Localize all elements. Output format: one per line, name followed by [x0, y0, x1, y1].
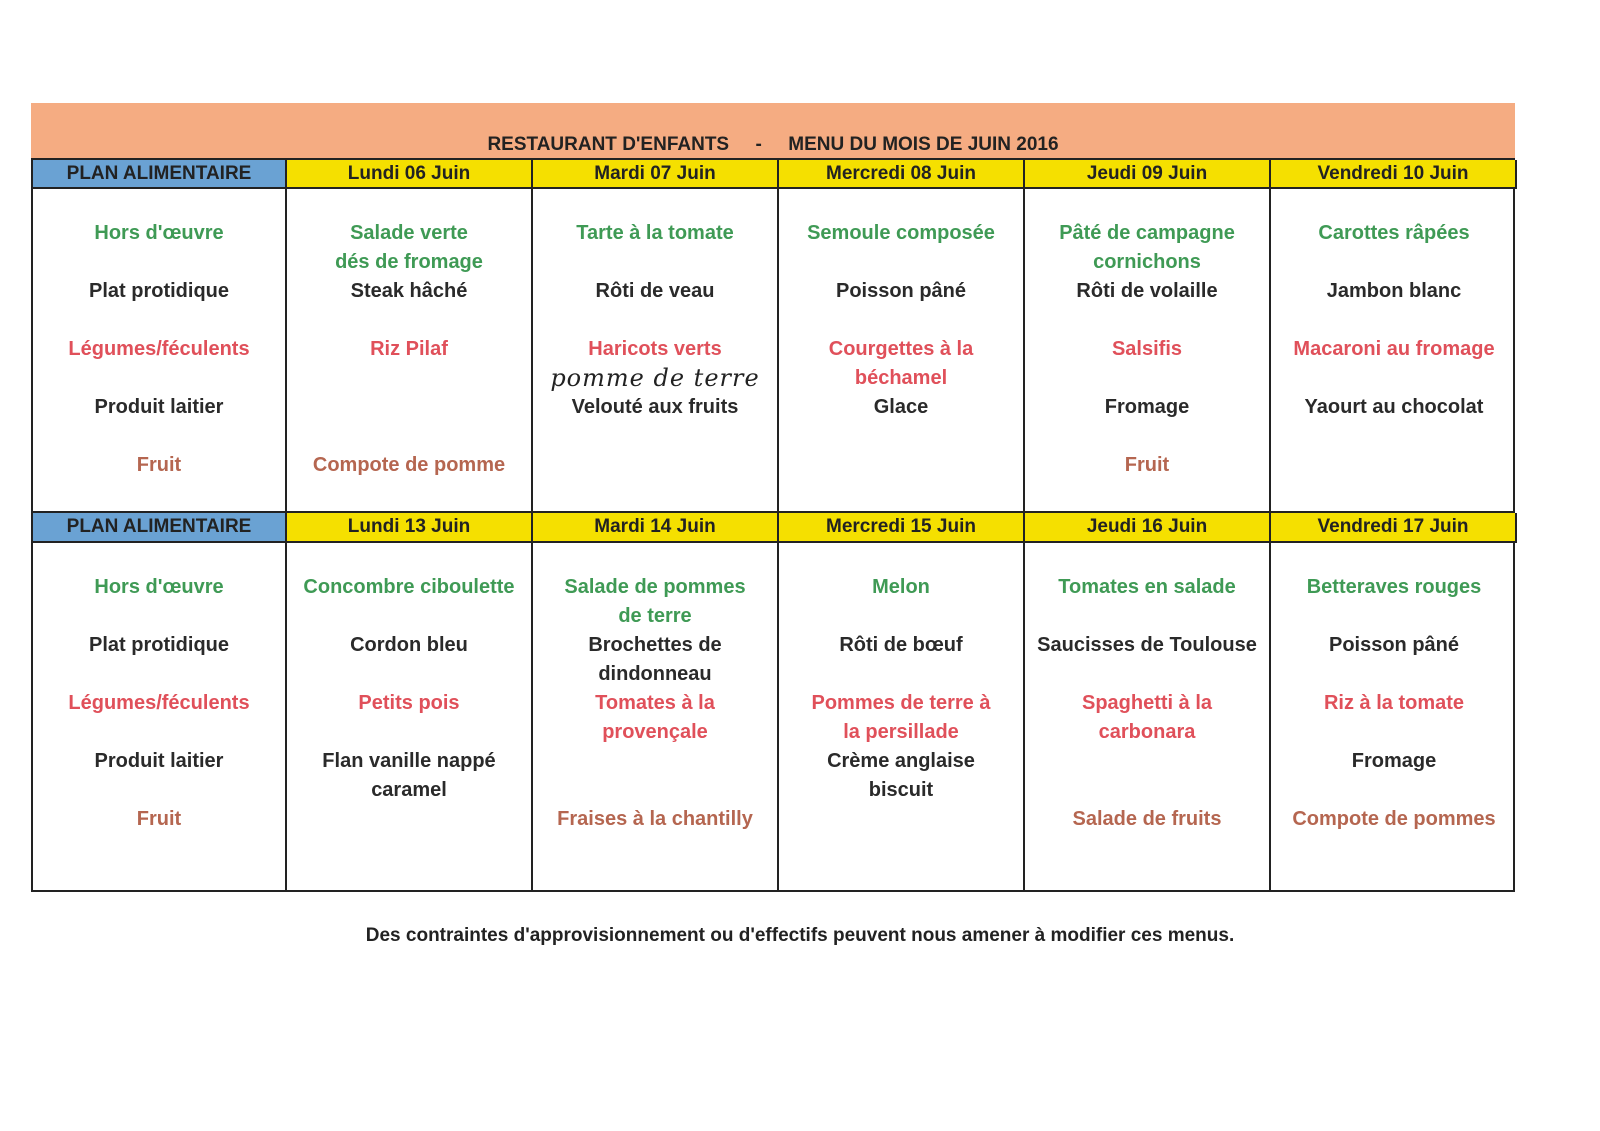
plan-row-plat-protidique: Plat protidique [89, 634, 229, 656]
menu-item: Fromage [1104, 396, 1190, 418]
title-separator: - [755, 134, 762, 155]
menu-item: pomme de terre [550, 364, 760, 392]
menu-item: Semoule composée [807, 222, 995, 244]
day-header: Lundi 13 Juin [287, 513, 533, 543]
menu-spacer [1271, 248, 1517, 277]
menu-item: Velouté aux fruits [571, 396, 739, 418]
menu-spacer [1025, 660, 1269, 689]
menu-item: Salade de fruits [1072, 808, 1222, 830]
menu-item: Haricots verts [588, 338, 722, 360]
day-header: Mardi 07 Juin [533, 160, 779, 189]
plan-row-hors-doeuvre: Hors d'œuvre [94, 222, 224, 244]
menu-item: Saucisses de Toulouse [1037, 634, 1257, 656]
menu-item: Compote de pommes [1292, 808, 1496, 830]
menu-item: Glace [873, 396, 929, 418]
menu-spacer [533, 776, 777, 805]
menu-item: provençale [602, 721, 708, 743]
menu-item: Macaroni au fromage [1293, 338, 1495, 360]
menu-item: dés de fromage [335, 251, 483, 273]
menu-item: caramel [371, 779, 447, 801]
title-menu: MENU DU MOIS DE JUIN 2016 [788, 134, 1059, 155]
title-restaurant: RESTAURANT D'ENFANTS [487, 134, 730, 155]
menu-item: Salsifis [1111, 338, 1183, 360]
day-header: Mardi 14 Juin [533, 513, 779, 543]
plan-row-legumes-feculents: Légumes/féculents [68, 692, 250, 714]
menu-item: Fraises à la chantilly [557, 808, 753, 830]
day-column [779, 189, 1025, 512]
plan-column [33, 543, 287, 890]
menu-item: Cordon bleu [350, 634, 468, 656]
menu-spacer [287, 306, 531, 335]
menu-item: Compote de pomme [312, 454, 506, 476]
plan-row-produit-laitier: Produit laitier [94, 396, 224, 418]
menu-spacer [533, 248, 777, 277]
menu-spacer [779, 248, 1023, 277]
day-header: Mercredi 15 Juin [779, 513, 1025, 543]
page-title [31, 134, 1515, 156]
menu-spacer [287, 660, 531, 689]
menu-item: Flan vanille nappé [322, 750, 496, 772]
day-column [287, 189, 533, 512]
menu-spacer [533, 306, 777, 335]
menu-item: de terre [618, 605, 692, 627]
title-banner [31, 103, 1515, 158]
menu-item: Poisson pâné [1328, 634, 1460, 656]
plan-row-fruit: Fruit [136, 454, 182, 476]
day-header: Jeudi 16 Juin [1025, 513, 1271, 543]
menu-spacer [1025, 422, 1269, 451]
menu-spacer [1025, 747, 1269, 776]
menu-item: Brochettes de [588, 634, 722, 656]
plan-row-plat-protidique: Plat protidique [89, 280, 229, 302]
menu-item: Riz Pilaf [370, 338, 448, 360]
menu-item: Concombre ciboulette [303, 576, 515, 598]
menu-item: béchamel [854, 367, 948, 389]
week-table-1 [31, 158, 1515, 514]
menu-item: carbonara [1098, 721, 1196, 743]
day-column [287, 543, 533, 890]
day-header: Vendredi 10 Juin [1271, 160, 1517, 189]
menu-item: Salade de pommes [564, 576, 746, 598]
menu-spacer [1271, 776, 1517, 805]
menu-spacer [533, 747, 777, 776]
menu-spacer [287, 422, 531, 451]
menu-item: Salade verte [350, 222, 468, 244]
menu-item: Spaghetti à la [1081, 692, 1213, 714]
menu-item: Crème anglaise [827, 750, 975, 772]
menu-item: Tomates en salade [1058, 576, 1236, 598]
menu-spacer [1025, 364, 1269, 393]
menu-spacer [1025, 776, 1269, 805]
day-column [1271, 543, 1517, 890]
day-header: Jeudi 09 Juin [1025, 160, 1271, 189]
menu-spacer [1271, 718, 1517, 747]
menu-item: Poisson pâné [835, 280, 967, 302]
plan-header: PLAN ALIMENTAIRE [33, 513, 287, 543]
menu-spacer [779, 602, 1023, 631]
menu-item: Pommes de terre à [811, 692, 991, 714]
menu-spacer [1271, 660, 1517, 689]
menu-item: Rôti de bœuf [839, 634, 963, 656]
menu-spacer [1271, 602, 1517, 631]
plan-header: PLAN ALIMENTAIRE [33, 160, 287, 189]
menu-spacer [779, 306, 1023, 335]
menu-item: Carottes râpées [1318, 222, 1470, 244]
menu-item: dindonneau [598, 663, 712, 685]
menu-item: Tarte à la tomate [576, 222, 734, 244]
plan-row-hors-doeuvre: Hors d'œuvre [94, 576, 224, 598]
menu-item: Yaourt au chocolat [1304, 396, 1484, 418]
day-column [533, 543, 779, 890]
menu-item: Tomates à la [595, 692, 715, 714]
day-column [1025, 189, 1271, 512]
day-header: Lundi 06 Juin [287, 160, 533, 189]
plan-row-produit-laitier: Produit laitier [94, 750, 224, 772]
week-table-2 [31, 511, 1515, 892]
menu-spacer [287, 364, 531, 393]
plan-row-fruit: Fruit [136, 808, 182, 830]
menu-spacer [1025, 602, 1269, 631]
menu-item: Rôti de volaille [1076, 280, 1218, 302]
menu-spacer [1271, 306, 1517, 335]
day-column [533, 189, 779, 512]
day-header: Vendredi 17 Juin [1271, 513, 1517, 543]
menu-item: Pâté de campagne [1059, 222, 1235, 244]
menu-item: Steak hâché [350, 280, 468, 302]
plan-column [33, 189, 287, 512]
menu-item: cornichons [1093, 251, 1201, 273]
day-column [1271, 189, 1517, 512]
menu-item: Fruit [1124, 454, 1170, 476]
day-header: Mercredi 08 Juin [779, 160, 1025, 189]
menu-spacer [287, 393, 531, 422]
disclaimer-footer: Des contraintes d'approvisionnement ou d'effectifs peuvent nous amener à modifier ces menus. [365, 925, 1235, 946]
menu-spacer [287, 718, 531, 747]
menu-item: Petits pois [358, 692, 460, 714]
menu-item: Jambon blanc [1326, 280, 1462, 302]
menu-item: Betteraves rouges [1306, 576, 1482, 598]
plan-row-legumes-feculents: Légumes/féculents [68, 338, 250, 360]
menu-spacer [1025, 306, 1269, 335]
menu-item: Riz à la tomate [1323, 692, 1465, 714]
menu-spacer [779, 660, 1023, 689]
menu-item: Courgettes à la [828, 338, 974, 360]
day-column [779, 543, 1025, 890]
menu-item: Melon [872, 576, 930, 598]
menu-item: biscuit [868, 779, 934, 801]
menu-spacer [1271, 364, 1517, 393]
menu-item: Fromage [1351, 750, 1437, 772]
menu-item: Rôti de veau [595, 280, 715, 302]
day-column [1025, 543, 1271, 890]
menu-item: la persillade [843, 721, 959, 743]
menu-spacer [287, 602, 531, 631]
